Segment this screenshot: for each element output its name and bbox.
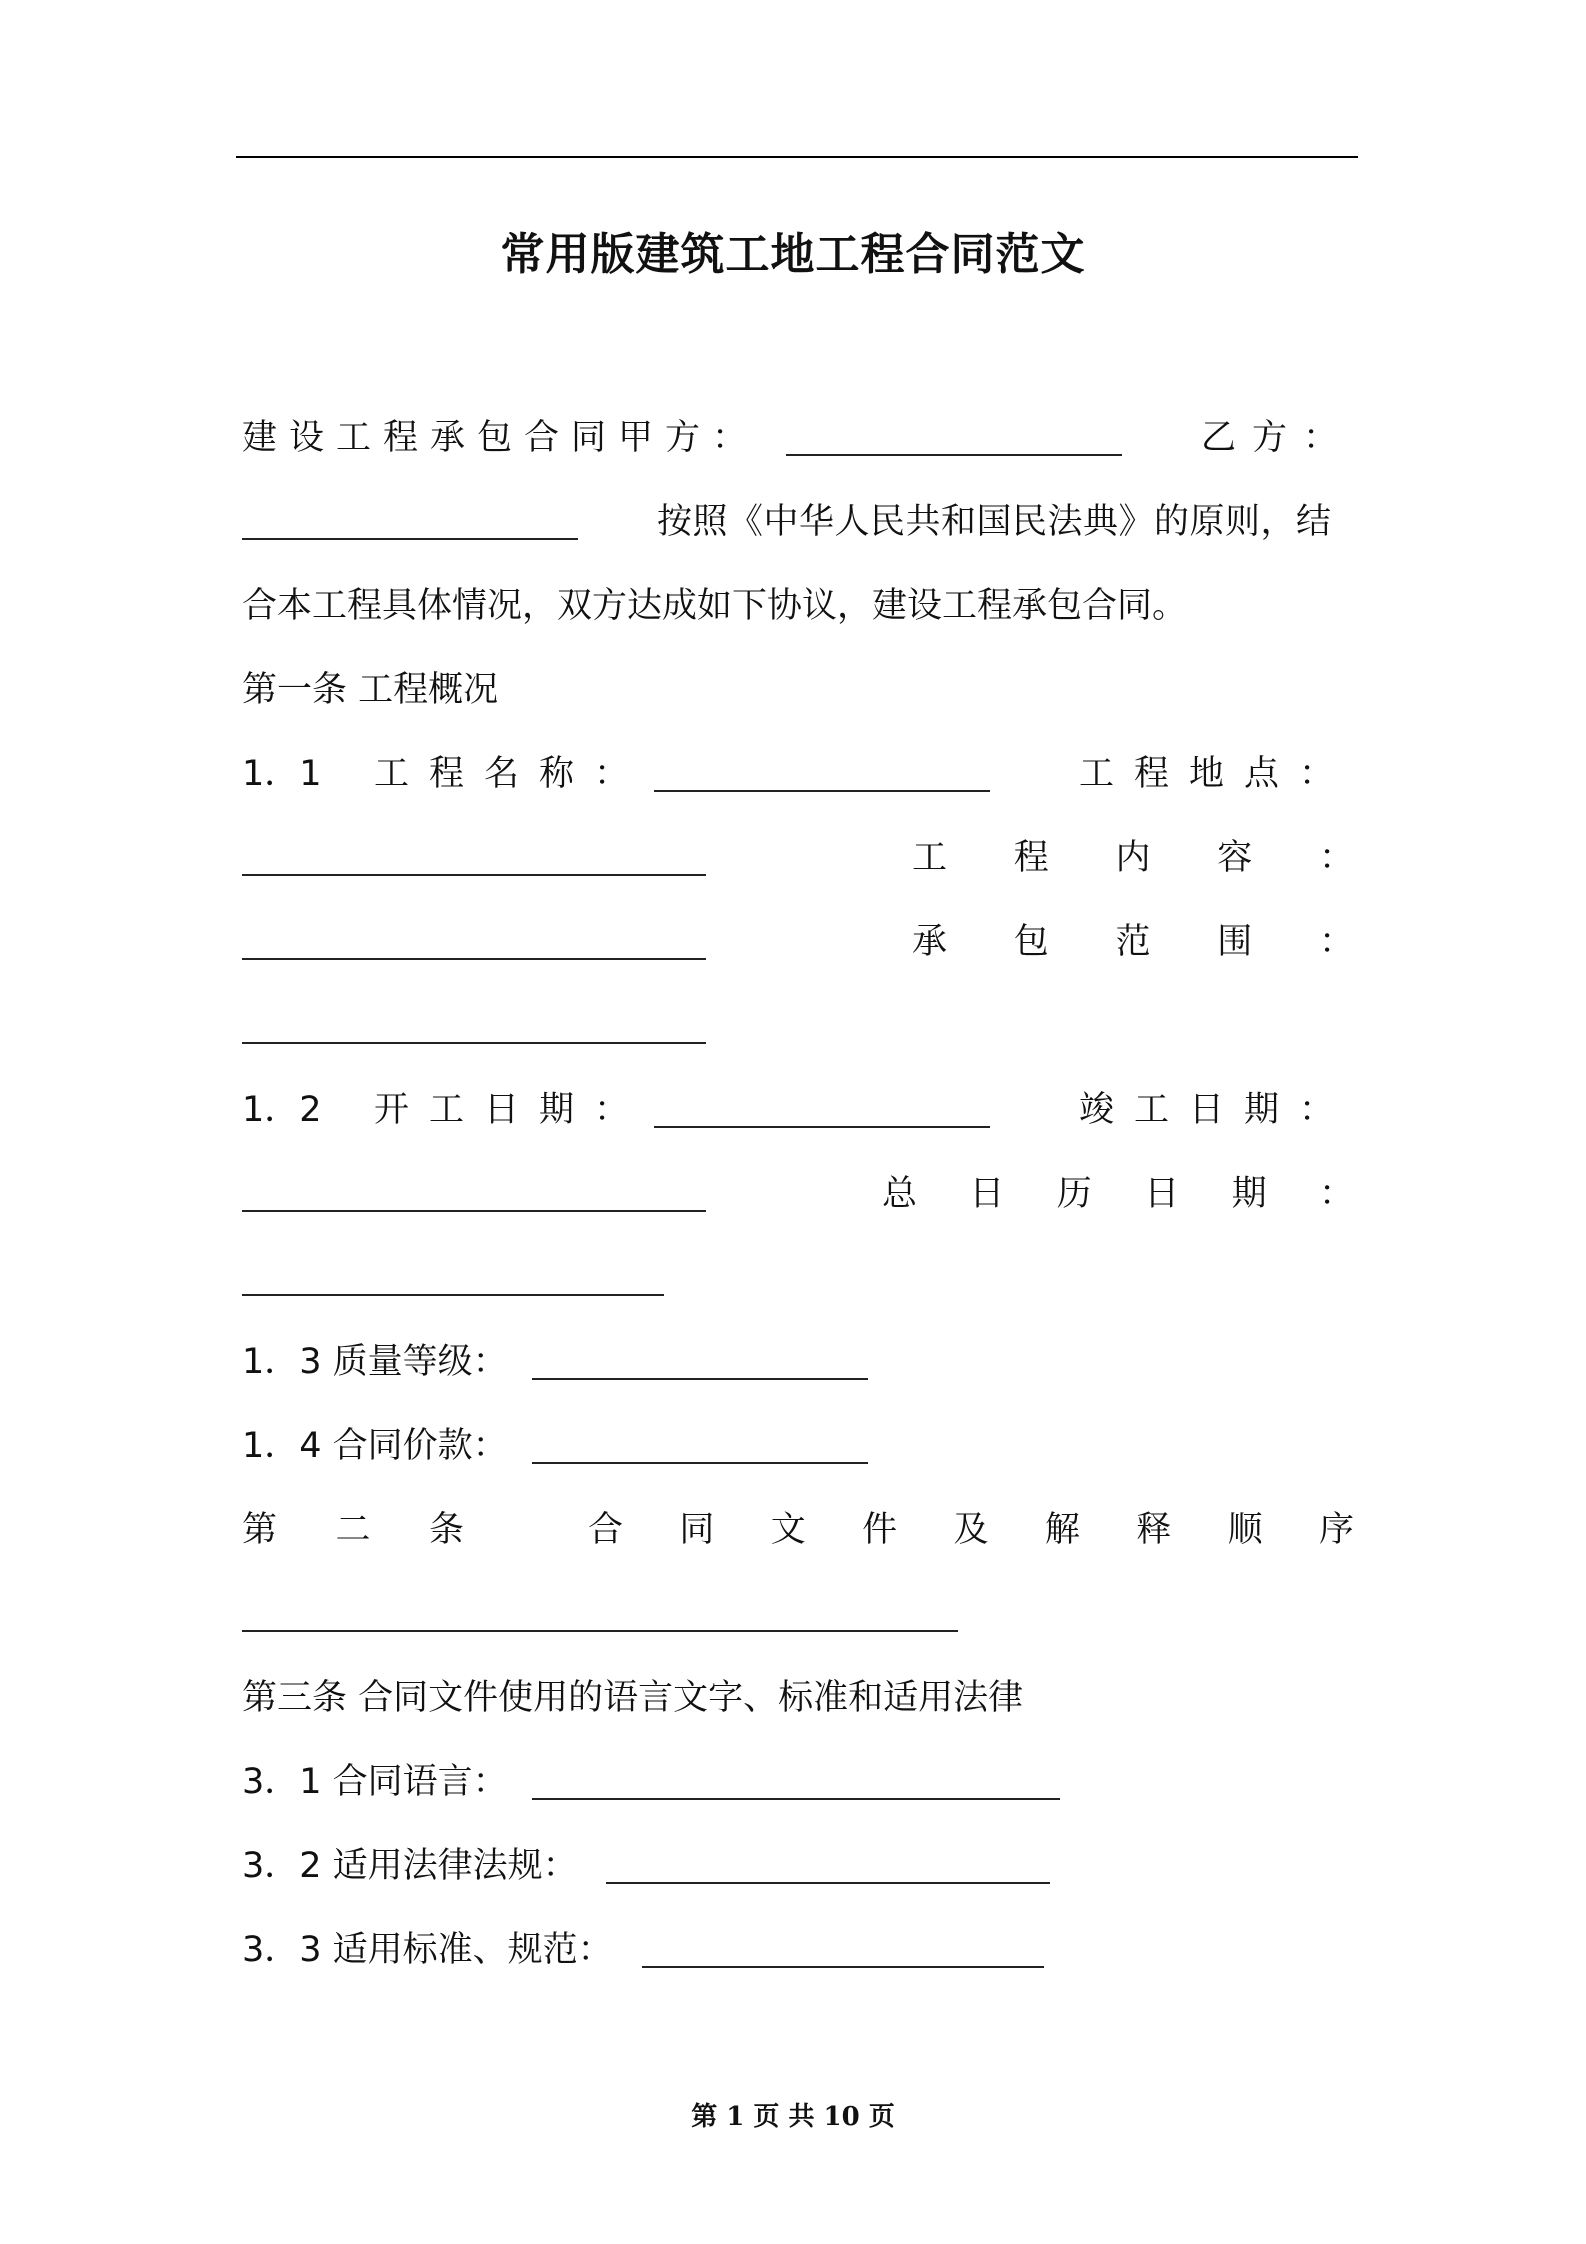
intro-text-2: 合本工程具体情况，双方达成如下协议，建设工程承包合同。 xyxy=(242,586,1188,626)
project-location-label: 工程地点： xyxy=(1078,754,1354,794)
item-3-1 xyxy=(242,1752,1354,1812)
item-1-1-label: 工程名称： xyxy=(374,754,650,794)
project-content-label: 工程内容： xyxy=(912,838,1354,878)
item-3-2 xyxy=(242,1836,1354,1896)
contract-scope-blank-line xyxy=(242,996,1354,1056)
project-location-blank xyxy=(242,874,706,876)
contract-scope-line xyxy=(242,912,1354,972)
article-2-num: 第二条 xyxy=(242,1510,464,1550)
article-2-title: 合同文件及解释顺序 xyxy=(588,1510,1354,1550)
contract-scope-label: 承包范围： xyxy=(912,922,1354,962)
intro-text-1: 按照《中华人民共和国民法典》的原则，结 xyxy=(657,502,1332,542)
total-days-line xyxy=(242,1164,1354,1224)
item-1-2-num: 1．2 xyxy=(242,1090,322,1130)
item-3-2-label: 3．2 适用法律法规： xyxy=(242,1846,578,1886)
intro-label: 建设工程承包合同甲方： xyxy=(242,418,760,458)
project-content-line xyxy=(242,828,1354,888)
party-a-blank xyxy=(786,454,1122,456)
contract-language-blank xyxy=(532,1798,1060,1800)
contract-scope-blank xyxy=(242,1042,706,1044)
item-1-3-label: 1．3 质量等级： xyxy=(242,1342,508,1382)
article-2-blank-line xyxy=(242,1584,1354,1644)
item-3-3 xyxy=(242,1920,1354,1980)
item-3-1-label: 3．1 合同语言： xyxy=(242,1762,508,1802)
intro-line-3 xyxy=(242,576,1354,636)
article-2-blank xyxy=(242,1630,958,1632)
item-1-4 xyxy=(242,1416,1354,1476)
item-1-3 xyxy=(242,1332,1354,1392)
item-1-4-label: 1．4 合同价款： xyxy=(242,1426,508,1466)
intro-line-1 xyxy=(242,408,1354,468)
intro-line-2 xyxy=(242,492,1354,552)
project-name-blank xyxy=(654,790,990,792)
total-days-blank-line xyxy=(242,1248,1354,1308)
item-1-2-label: 开工日期： xyxy=(374,1090,650,1130)
start-date-blank xyxy=(654,1126,990,1128)
header-rule xyxy=(236,156,1358,158)
party-b-blank xyxy=(242,538,578,540)
total-days-label: 总日历日期： xyxy=(882,1174,1354,1214)
party-b-label: 乙方： xyxy=(1200,418,1354,458)
page-title: 常用版建筑工地工程合同范文 xyxy=(500,229,1086,280)
total-days-blank xyxy=(242,1294,664,1296)
item-1-2 xyxy=(242,1080,1354,1140)
project-content-blank xyxy=(242,958,706,960)
article-1-heading: 第一条 工程概况 xyxy=(242,670,499,710)
completion-date-label: 竣工日期： xyxy=(1078,1090,1354,1130)
item-3-3-label: 3．3 适用标准、规范： xyxy=(242,1930,613,1970)
article-3-heading: 第三条 合同文件使用的语言文字、标准和适用法律 xyxy=(242,1678,1024,1718)
applicable-standards-blank xyxy=(642,1966,1044,1968)
item-1-1-num: 1．1 xyxy=(242,754,322,794)
item-1-1 xyxy=(242,744,1354,804)
contract-price-blank xyxy=(532,1462,868,1464)
completion-date-blank xyxy=(242,1210,706,1212)
page-number: 第 1 页 共 10 页 xyxy=(691,2102,895,2132)
quality-grade-blank xyxy=(532,1378,868,1380)
applicable-law-blank xyxy=(606,1882,1050,1884)
article-2-heading xyxy=(242,1500,1354,1560)
